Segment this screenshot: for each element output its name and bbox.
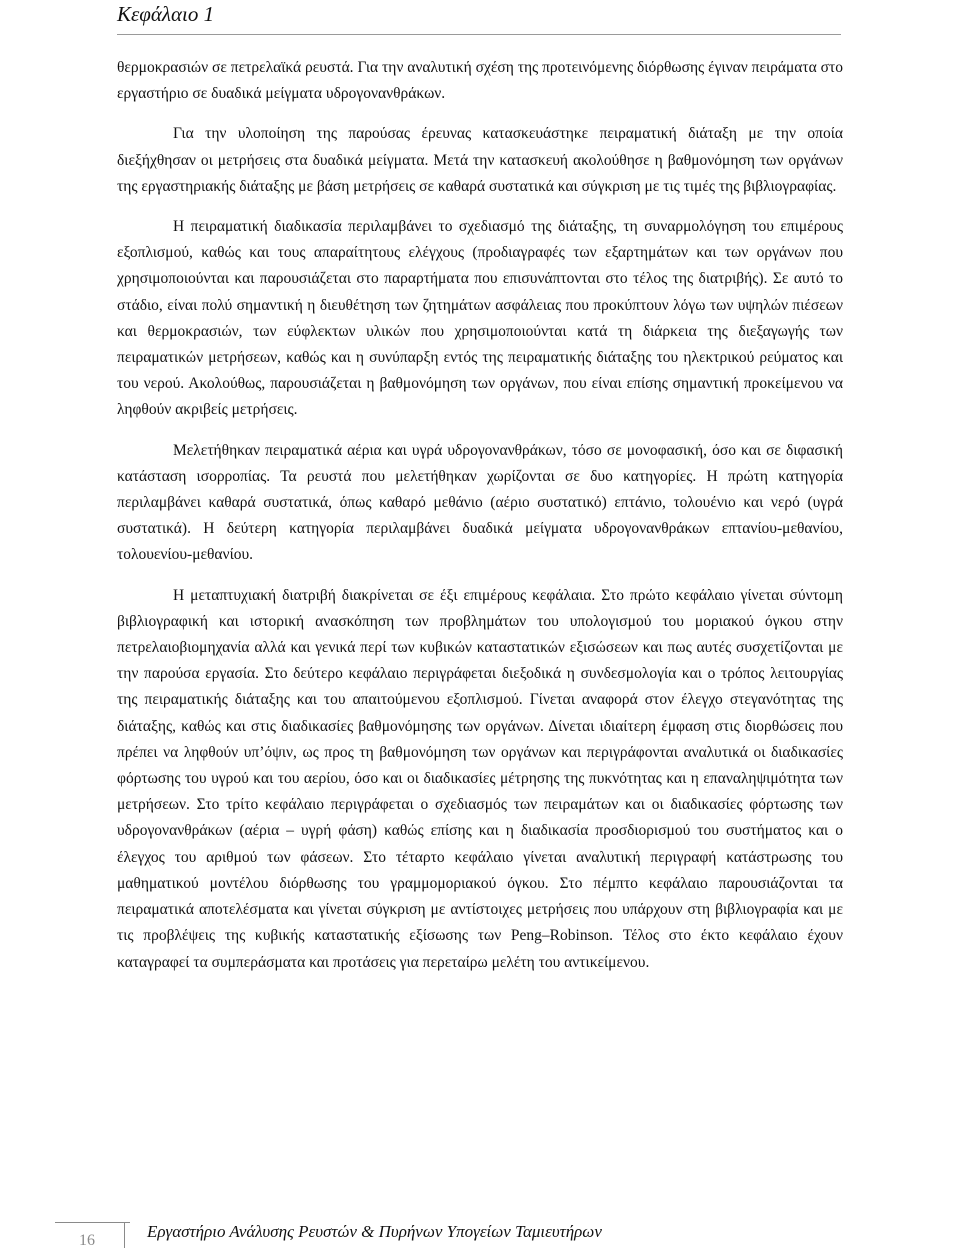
page-number: 16 <box>79 1232 95 1249</box>
page-number-box <box>55 1222 125 1248</box>
footer-rule <box>125 1222 130 1223</box>
paragraph: Η μεταπτυχιακή διατριβή διακρίνεται σε έξι επιμέρους κεφάλαια. Στο πρώτο κεφάλαιο γίνεται σύντομη βιβλιογραφική και ιστορική ανασκόπηση των προβλημάτων του υπολογισμού του μοριακού όγκου στην πετρελαιοβιομηχανία αλλά και γενικά περί των κυβικών καταστατικών εξισώσεων και πως αυτές συσχετίζονται με την παρούσα εργασία. Στο δεύτερο κεφάλαιο περιγράφεται διεξοδικά η συνδεσμολογία και ο τρόπος λειτουργίας της πειραματικής διάταξης και του απαιτούμενου εξοπλισμού. Γίνεται αναφορά στον έλεγχο στεγανότητας της διάταξης, καθώς και στις διαδικασίες βαθμονόμησης των οργάνων. Δίνεται ιδιαίτερη έμφαση στις διορθώσεις που πρέπει να ληφθούν υπ’όψιν, ως προς τη βαθμονόμηση των οργάνων και περιγράφονται αναλυτικά οι διαδικασίες φόρτωσης του υγρού και του αερίου, όσο και οι διαδικασίες μέτρησης της πυκνότητας και η επαναληψιμότητα των μετρήσεων. Στο τρίτο κεφάλαιο περιγράφεται ο σχεδιασμός των πειραμάτων και οι διαδικασίες φόρτωσης των υδρογονανθράκων (αέρια – υγρή φάση) καθώς επίσης και η διαδικασία προσδιορισμού του συστήματος και ο έλεγχος του αριθμού των φάσεων. Στο τέταρτο κεφάλαιο γίνεται αναλυτική περιγραφή κατάστρωσης του μαθηματικού μοντέλου διόρθωσης του γραμμομοριακού όγκου. Στο πέμπτο κεφάλαιο παρουσιάζονται τα πειραματικά αποτελέσματα και γίνεται σύγκριση με αντίστοιχες μετρήσεις που υπάρχουν στη βιβλιογραφία και με τις προβλέψεις της κυβικής καταστατικής εξίσωσης των Peng–Robinson. Τέλος στο έκτο κεφάλαιο έχουν καταγραφεί τα συμπεράσματα και προτάσεις για περεταίρω μελέτη του αντικείμενου. <box>117 586 843 971</box>
paragraph: Για την υλοποίηση της παρούσας έρευνας κατασκευάστηκε πειραματική διάταξη με την οποία διεξήχθησαν οι μετρήσεις στα δυαδικά μείγματα. Μετά την κατασκευή ακολούθησε η βαθμονόμηση των οργάνων της εργαστηριακής διάταξης με βάση μετρήσεις σε καθαρά συστατικά και σύγκριση με τις τιμές της βιβλιογραφίας. <box>117 125 843 195</box>
paragraph: Η πειραματική διαδικασία περιλαμβάνει το σχεδιασμό της διάταξης, τη συναρμολόγηση του επιμέρους εξοπλισμού, καθώς και τους απαραίτητους ελέγχους (προδιαγραφές των εξαρτημάτων και των οργάνων που χρησιμοποιούνται και παρουσιάζεται στο παραρτήματα που επισυνάπτονται στο τέλος της διατριβής). Σε αυτό το στάδιο, είναι πολύ σημαντική η διευθέτηση των ζητημάτων ασφάλειας που προκύπτουν λόγω των υψηλών πιέσεων και θερμοκρασιών, των εύφλεκτων υλικών που χρησιμοποιούνται κατά τη διάρκεια της διεξαγωγής των πειραματικών μετρήσεων, καθώς και η συνύπαρξη εντός της πειραματικής διάταξης του ηλεκτρικού ρεύματος και του νερού. Ακολούθως, παρουσιάζεται η βαθμονόμηση των οργάνων, που είναι επίσης σημαντική προκείμενου να ληφθούν ακριβείς μετρήσεις. <box>117 218 843 419</box>
paragraph: Μελετήθηκαν πειραματικά αέρια και υγρά υδρογονανθράκων, τόσο σε μονοφασική, όσο και σε διφασική κατάσταση ισορροπίας. Τα ρευστά που μελετήθηκαν χωρίζονται σε δυο κατηγορίες. Η πρώτη κατηγορία περιλαμβάνει καθαρά συστατικά, όπως καθαρό μεθάνιο (αέριο συστατικό) επτάνιο, τολουένιο και νερό (υγρά συστατικά). Η δεύτερη κατηγορία περιλαμβάνει δυαδικά μείγματα υδρογονανθράκων επτανίου-μεθανίου, τολουενίου-μεθανίου. <box>117 441 843 564</box>
chapter-title: Κεφάλαιο 1 <box>117 2 215 26</box>
page-header <box>117 0 841 35</box>
page-footer <box>0 1222 960 1251</box>
body-text <box>117 55 843 990</box>
paragraph: θερμοκρασιών σε πετρελαϊκά ρευστά. Για την αναλυτική σχέση της προτεινόμενης διόρθωσης έγιναν πειράματα στο εργαστήριο σε δυαδικά μείγματα υδρογονανθράκων. <box>117 59 843 103</box>
lab-name: Εργαστήριο Ανάλυσης Ρευστών & Πυρήνων Υπογείων Ταμιευτήρων <box>147 1222 602 1241</box>
